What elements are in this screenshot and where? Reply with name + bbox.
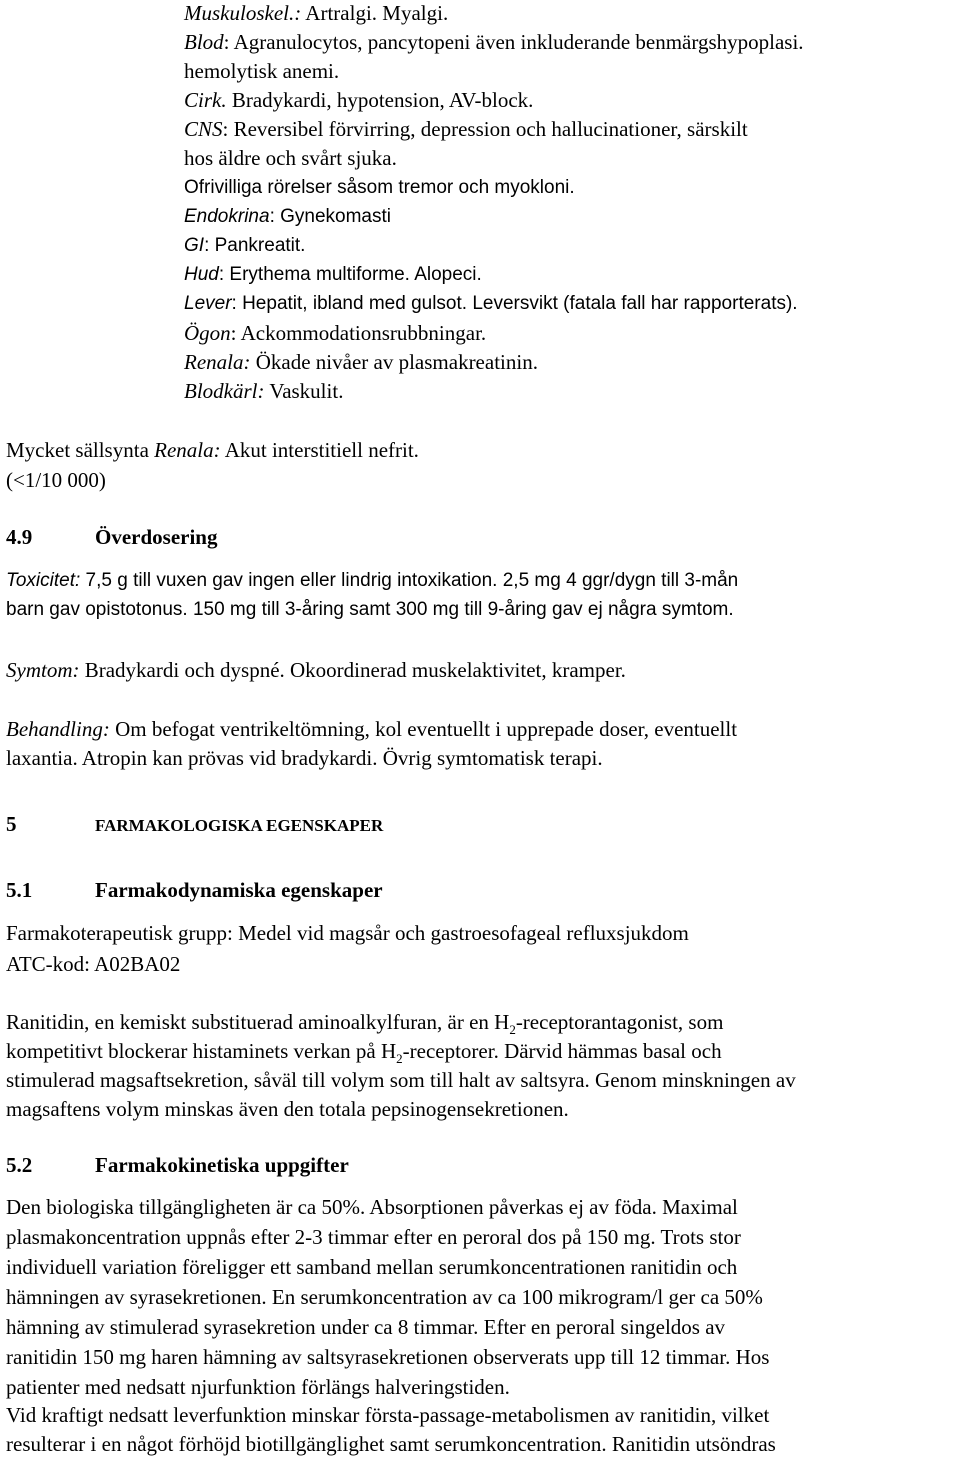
heading-number-5-1: 5.1: [6, 878, 33, 902]
pk-line: individuell variation föreligger ett samband mellan serumkoncentrationen ranitidin och: [6, 1255, 738, 1279]
pd-line-3: stimulerad magsaftsekretion, såväl till volym som till halt av saltsyra. Genom minskningen av: [6, 1068, 796, 1092]
treatment-line-2: laxantia. Atropin kan prövas vid bradykardi. Övrig symtomatisk terapi.: [6, 746, 603, 770]
pk-line: hämningen av syrasekretionen. En serumkoncentration av ca 100 mikrogram/l ger ca 50%: [6, 1285, 763, 1309]
pk-line: ranitidin 150 mg haren hämning av saltsyrasekretionen observerats upp till 12 timmar. Hos: [6, 1345, 770, 1369]
pk-line: Den biologiska tillgängligheten är ca 50%. Absorptionen påverkas ej av föda. Maximal: [6, 1195, 738, 1219]
toxicity-line-1: Toxicitet: 7,5 g till vuxen gav ingen eller lindrig intoxikation. 2,5 mg 4 ggr/dygn till 3-mån: [6, 570, 739, 591]
pharmacotherapeutic-group: Farmakoterapeutisk grupp: Medel vid magsår och gastroesofageal refluxsjukdom: [6, 921, 689, 945]
ae-line-cirk: Cirk. Bradykardi, hypotension, AV-block.: [184, 88, 534, 112]
ae-line-ofrivilliga: Ofrivilliga rörelser såsom tremor och myokloni.: [184, 177, 575, 198]
toxicity-line-2: barn gav opistotonus. 150 mg till 3-åring samt 300 mg till 9-åring gav ej några symtom.: [6, 599, 734, 620]
pd-line-2: kompetitivt blockerar histaminets verkan på $H_2$-receptorer. Därvid hämmas basal och: [6, 1039, 722, 1066]
pk-line: Vid kraftigt nedsatt leverfunktion minskar första-passage-metabolismen av ranitidin, vilket: [6, 1403, 770, 1427]
ae-frequency-label: (<1/10 000): [6, 468, 106, 492]
ae-line-blod-cont: hemolytisk anemi.: [184, 59, 340, 83]
heading-number-5: 5: [6, 812, 17, 836]
ae-line-muskuloskel: Muskuloskel.: Artralgi. Myalgi.: [184, 1, 449, 25]
ae-line-ogon: Ögon: Ackommodationsrubbningar.: [184, 321, 487, 345]
ae-line-renala: Renala: Ökade nivåer av plasmakreatinin.: [184, 350, 538, 374]
pk-line: patienter med nedsatt njurfunktion förlängs halveringstiden.: [6, 1375, 510, 1399]
heading-title-5-2: Farmakokinetiska uppgifter: [95, 1153, 349, 1177]
heading-number-5-2: 5.2: [6, 1153, 33, 1177]
ae-line-endokrina: Endokrina: Gynekomasti: [184, 206, 391, 227]
ae-line-mycket-sallsynta: Mycket sällsynta Renala: Akut interstitiell nefrit.: [6, 438, 419, 462]
treatment-line-1: Behandling: Om befogat ventrikeltömning, kol eventuellt i upprepade doser, eventuellt: [6, 717, 738, 741]
pk-line: hämning av stimulerad syrasekretion under ca 8 timmar. Efter en peroral singeldos av: [6, 1315, 726, 1339]
pk-line: resulterar i en något förhöjd biotillgänglighet samt serumkoncentration. Ranitidin utsöndras: [6, 1432, 776, 1456]
symptom-line: Symtom: Bradykardi och dyspné. Okoordinerad muskelaktivitet, kramper.: [6, 658, 626, 682]
ae-line-blod: Blod: Agranulocytos, pancytopeni även inkluderande benmärgshypoplasi.: [184, 30, 804, 54]
heading-title-4-9: Överdosering: [95, 525, 218, 549]
heading-title-5: FARMAKOLOGISKA EGENSKAPER: [95, 816, 384, 835]
ae-line-gi: GI: Pankreatit.: [184, 235, 306, 256]
ae-line-cns: CNS: Reversibel förvirring, depression och hallucinationer, särskilt: [184, 117, 748, 141]
heading-number-4-9: 4.9: [6, 525, 33, 549]
heading-title-5-1: Farmakodynamiska egenskaper: [95, 878, 383, 902]
ae-line-cns-cont: hos äldre och svårt sjuka.: [184, 146, 397, 170]
ae-line-hud: Hud: Erythema multiforme. Alopeci.: [184, 264, 482, 285]
pd-line-1: Ranitidin, en kemiskt substituerad aminoalkylfuran, är en $H_2$-receptorantagonist, som: [6, 1010, 724, 1037]
pd-line-4: magsaftens volym minskas även den totala pepsinogensekretionen.: [6, 1097, 569, 1121]
pk-line: plasmakoncentration uppnås efter 2-3 timmar efter en peroral dos på 150 mg. Trots stor: [6, 1225, 741, 1249]
ae-line-blodkarl: Blodkärl: Vaskulit.: [184, 379, 344, 403]
atc-code: ATC-kod: A02BA02: [6, 952, 181, 976]
ae-line-lever: Lever: Hepatit, ibland med gulsot. Leversvikt (fatala fall har rapporterats).: [184, 293, 798, 314]
